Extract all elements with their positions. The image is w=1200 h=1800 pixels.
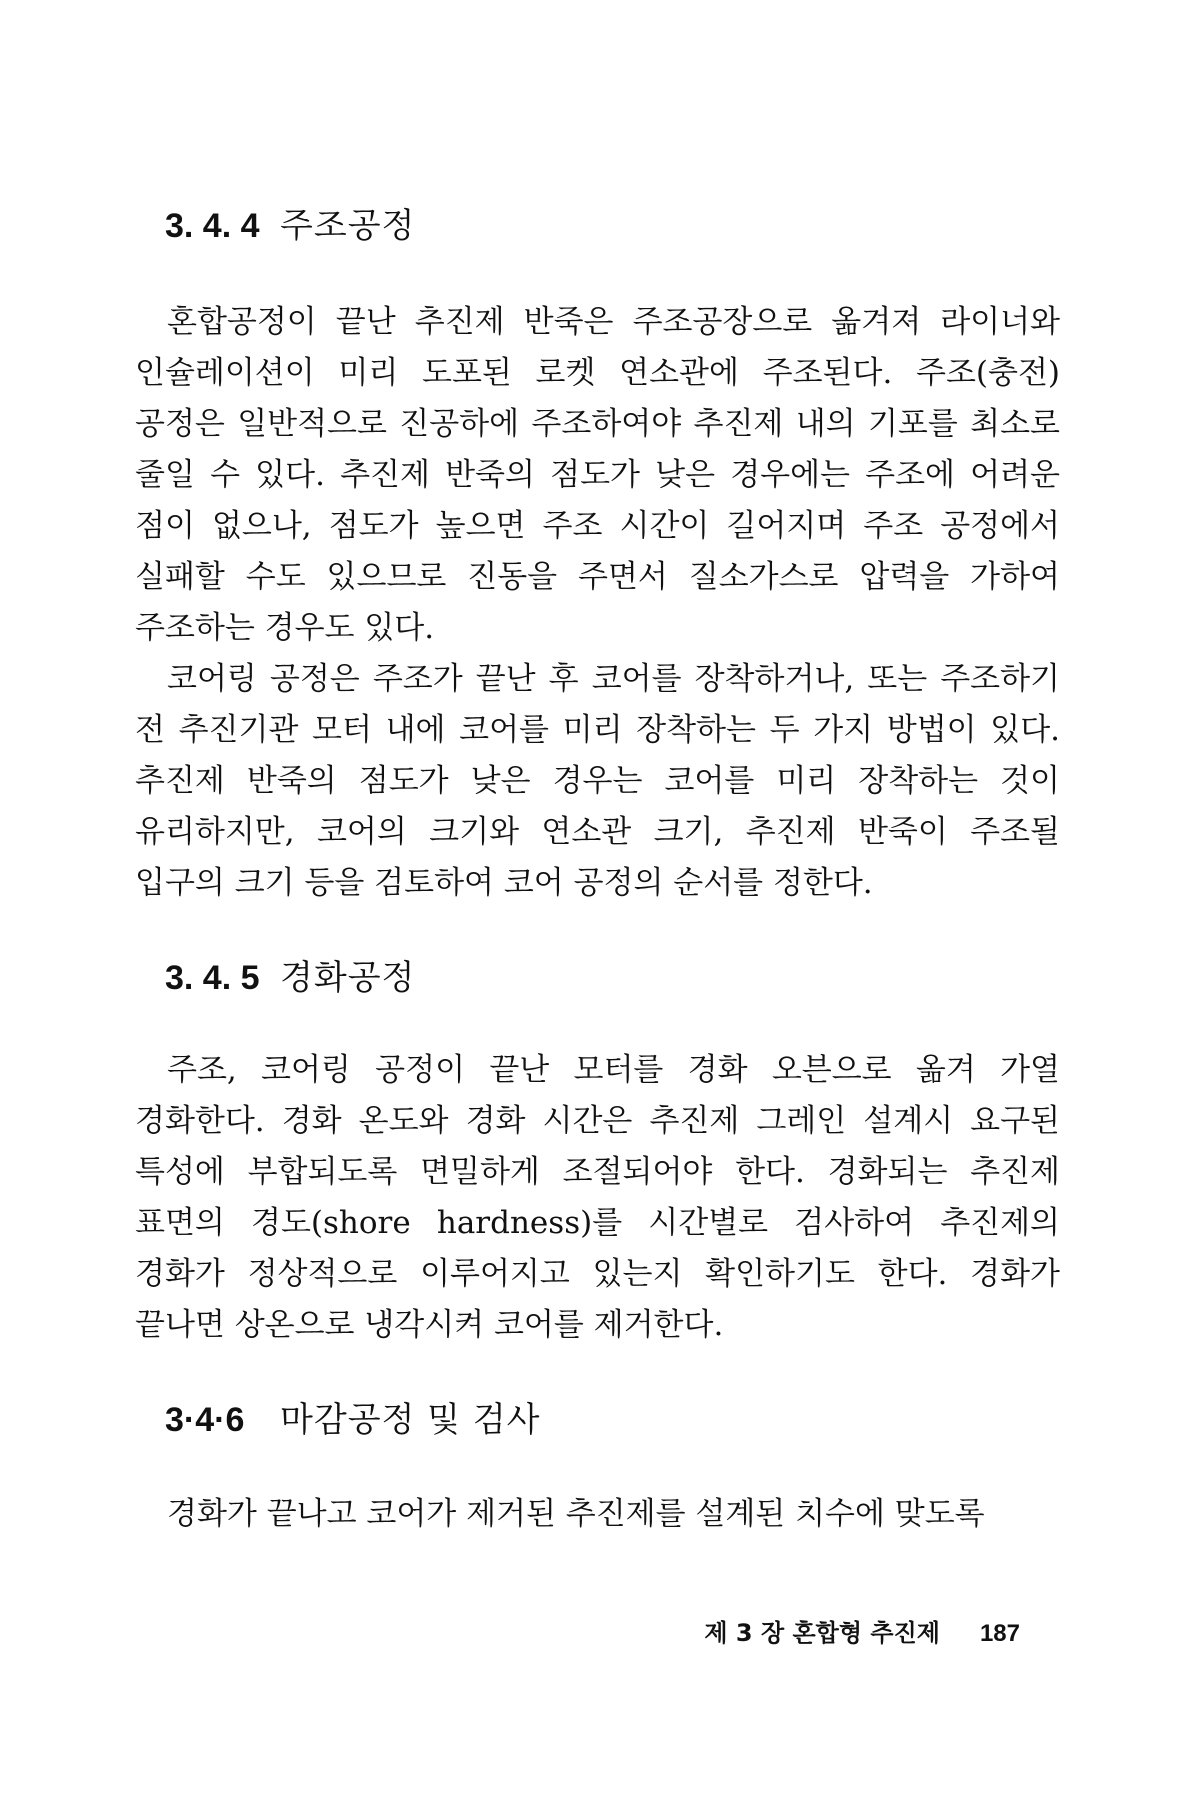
section-title: 마감공정 및 검사: [280, 1400, 541, 1440]
section-heading-3-4-5: [135, 957, 1060, 999]
body-paragraph: 코어링 공정은 주조가 끝난 후 코어를 장착하거나, 또는 주조하기 전 추진기관 모터 내에 코어를 미리 장착하는 두 가지 방법이 있다. 추진제 반죽의 점도가 낮은 경우는 코어를 미리 장착하는 것이 유리하지만, 코어의 크기와 연소관 크기, 추진제 반죽이 주조될 입구의 크기 등을 검토하여 코어 공정의 순서를 정한다.: [135, 661, 1060, 901]
section-title: 경화공정: [280, 958, 416, 998]
section-title: 주조공정: [280, 206, 416, 246]
page-body: [135, 205, 1060, 1540]
page-number: 187: [979, 1620, 1020, 1647]
body-paragraph: 혼합공정이 끝난 추진제 반죽은 주조공장으로 옮겨져 라이너와 인슐레이션이 미리 도포된 로켓 연소관에 주조된다. 주조(충전) 공정은 일반적으로 진공하에 주조하여야 추진제 내의 기포를 최소로 줄일 수 있다. 추진제 반죽의 점도가 낮은 경우에는 주조에 어려운 점이 없으나, 점도가 높으면 주조 시간이 길어지며 주조 공정에서 실패할 수도 있으므로 진동을 주면서 질소가스로 압력을 가하여 주조하는 경우도 있다.: [135, 304, 1060, 646]
running-footer-chapter: 제 3 장 혼합형 추진제: [704, 1619, 940, 1647]
section-heading-3-4-4: [135, 205, 1060, 247]
section-number: 3·4·6: [165, 1401, 245, 1439]
body-paragraph: 경화가 끝나고 코어가 제거된 추진제를 설계된 치수에 맞도록: [167, 1496, 985, 1532]
section-number: 3. 4. 5: [165, 959, 260, 997]
section-heading-3-4-6: [135, 1399, 1060, 1441]
section-number: 3. 4. 4: [165, 207, 260, 245]
body-paragraph: 주조, 코어링 공정이 끝난 모터를 경화 오븐으로 옮겨 가열 경화한다. 경화 온도와 경화 시간은 추진제 그레인 설계시 요구된 특성에 부합되도록 면밀하게 조절되어야 한다. 경화되는 추진제 표면의 경도(shore hardness)를 시간별로 검사하여 추진제의 경화가 정상적으로 이루어지고 있는지 확인하기도 한다. 경화가 끝나면 상온으로 냉각시켜 코어를 제거한다.: [135, 1052, 1060, 1343]
page-footer: [680, 1618, 1020, 1649]
